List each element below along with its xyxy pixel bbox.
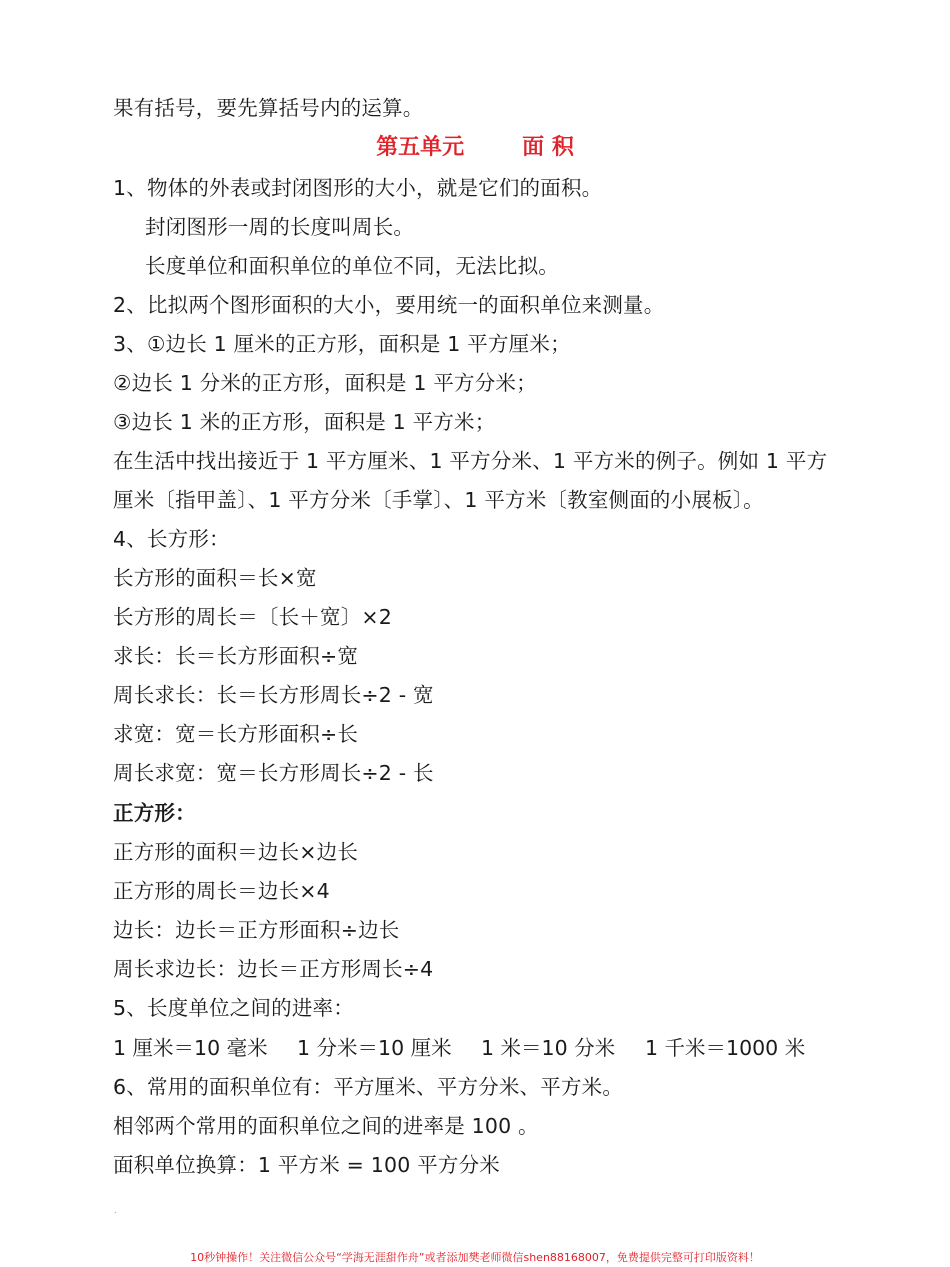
text-line-1a: 封闭图形一周的长度叫周长。: [145, 215, 415, 239]
text-line-3c: ③边长 1 米的正方形，面积是 1 平方米；: [113, 410, 496, 434]
text-line-intro: 果有括号，要先算括号内的运算。: [113, 96, 424, 120]
formula-rect-length: 求长：长＝长方形面积÷宽: [113, 644, 359, 668]
text-line-5: 5、长度单位之间的进率：: [113, 996, 354, 1020]
formula-rect-length-from-perimeter: 周长求长：长＝长方形周长÷2 - 宽: [113, 683, 434, 707]
formula-rect-width: 求宽：宽＝长方形面积÷长: [113, 722, 359, 746]
text-line-area-conversion: 面积单位换算：1 平方米 = 100 平方分米: [113, 1153, 501, 1177]
formula-square-perimeter: 正方形的周长＝边长×4: [113, 879, 330, 903]
text-line-4: 4、长方形：: [113, 527, 230, 551]
unit-title: [0, 134, 950, 162]
text-line-2: 2、比拟两个图形面积的大小，要用统一的面积单位来测量。: [113, 293, 665, 317]
formula-square-side: 边长：边长＝正方形面积÷边长: [113, 918, 400, 942]
text-line-6: 6、常用的面积单位有：平方厘米、平方分米、平方米。: [113, 1075, 624, 1099]
footer-promo: 10秒钟操作！关注微信公众号“学海无涯甜作舟”或者添加樊老师微信shen88168007，免费提供完整可打印版资料！: [190, 1251, 760, 1264]
conversion-m-dm: 1 米＝10 分米: [481, 1036, 616, 1060]
text-line-1b: 长度单位和面积单位的单位不同，无法比拟。: [145, 254, 559, 278]
unit-title-name: 面 积: [522, 135, 574, 160]
text-line-3: 3、①边长 1 厘米的正方形，面积是 1 平方厘米；: [113, 332, 571, 356]
formula-rect-perimeter: 长方形的周长＝〔长＋宽〕×2: [113, 605, 393, 629]
text-line-3b: ②边长 1 分米的正方形，面积是 1 平方分米；: [113, 371, 537, 395]
conversion-cm-mm: 1 厘米＝10 毫米: [113, 1036, 268, 1060]
formula-rect-area: 长方形的面积＝长×宽: [113, 566, 317, 590]
text-line-rate: 相邻两个常用的面积单位之间的进率是 100 。: [113, 1114, 539, 1138]
conversion-km-m: 1 千米＝1000 米: [645, 1036, 806, 1060]
text-line-examples: 在生活中找出接近于 1 平方厘米、1 平方分米、1 平方米的例子。例如 1 平方: [113, 449, 828, 473]
text-line-1: 1、物体的外表或封闭图形的大小，就是它们的面积。: [113, 176, 603, 200]
unit-title-number: 第五单元: [376, 135, 465, 160]
text-line-examples-cont: 厘米〔指甲盖〕、1 平方分米〔手掌〕、1 平方米〔教室侧面的小展板〕。: [113, 488, 764, 512]
formula-rect-width-from-perimeter: 周长求宽：宽＝长方形周长÷2 - 长: [113, 761, 434, 785]
conversion-dm-cm: 1 分米＝10 厘米: [297, 1036, 452, 1060]
formula-square-side-from-perimeter: 周长求边长：边长＝正方形周长÷4: [113, 957, 434, 981]
formula-square-area: 正方形的面积＝边长×边长: [113, 840, 359, 864]
section-heading-square: 正方形：: [113, 801, 196, 825]
stray-dot: .: [114, 1206, 117, 1215]
